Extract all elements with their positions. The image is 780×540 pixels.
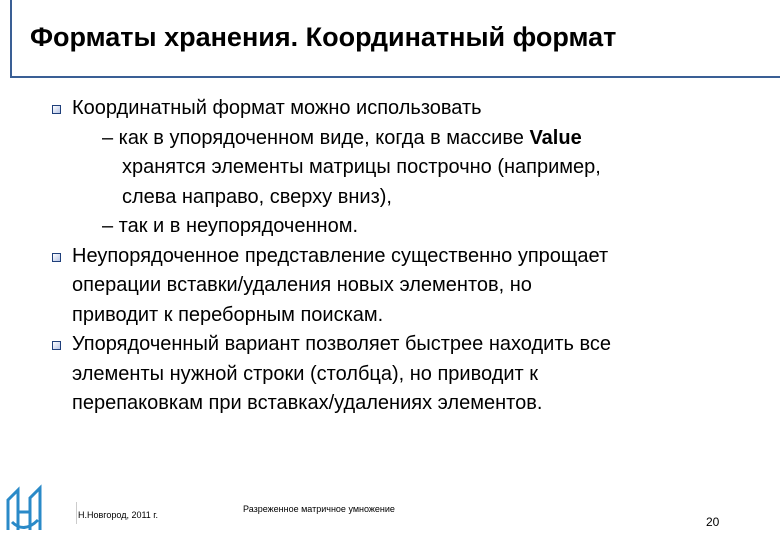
bullet-line: Неупорядоченное представление существенно упрощает [72,244,609,267]
sub-item-text: – как в упорядоченном виде, когда в массиве [102,126,530,149]
sub-item-keyword: Value [529,126,582,149]
slide-content [52,94,772,419]
square-bullet-icon [52,341,61,350]
sub-item [52,212,772,242]
bullet-line: Упорядоченный вариант позволяет быстрее находить все [72,333,611,355]
footer-topic: Разреженное матричное умножение [243,504,395,514]
bullet-line: операции вставки/удаления новых элементов, но [72,274,532,296]
footer-city-year: Н.Новгород, 2011 г. [78,510,158,520]
page-number: 20 [706,515,720,529]
bullet-text: Координатный формат можно использовать [72,97,482,119]
bullet-line: приводит к переборным поискам. [72,303,384,326]
sub-item-line: слева направо, сверху вниз), [122,185,392,208]
bullet-item [52,94,772,124]
square-bullet-icon [52,105,61,114]
bullet-item [52,242,772,331]
bullet-line: элементы нужной строки (столбца), но приводит к [72,362,538,385]
sub-item-line: – так и в неупорядоченном. [102,215,358,237]
slide-title: Форматы хранения. Координатный формат [30,22,617,52]
university-logo-icon [4,482,44,534]
title-horizontal-rule [10,76,780,78]
bullet-item [52,330,772,419]
sub-item-line [102,124,772,154]
sub-item [52,124,772,213]
title-vertical-rule [10,0,12,78]
sub-item-line: хранятся элементы матрицы построчно (например, [122,156,601,178]
square-bullet-icon [52,253,61,262]
bullet-line: перепаковкам при вставках/удалениях элементов. [72,392,543,414]
footer-divider [76,502,77,524]
